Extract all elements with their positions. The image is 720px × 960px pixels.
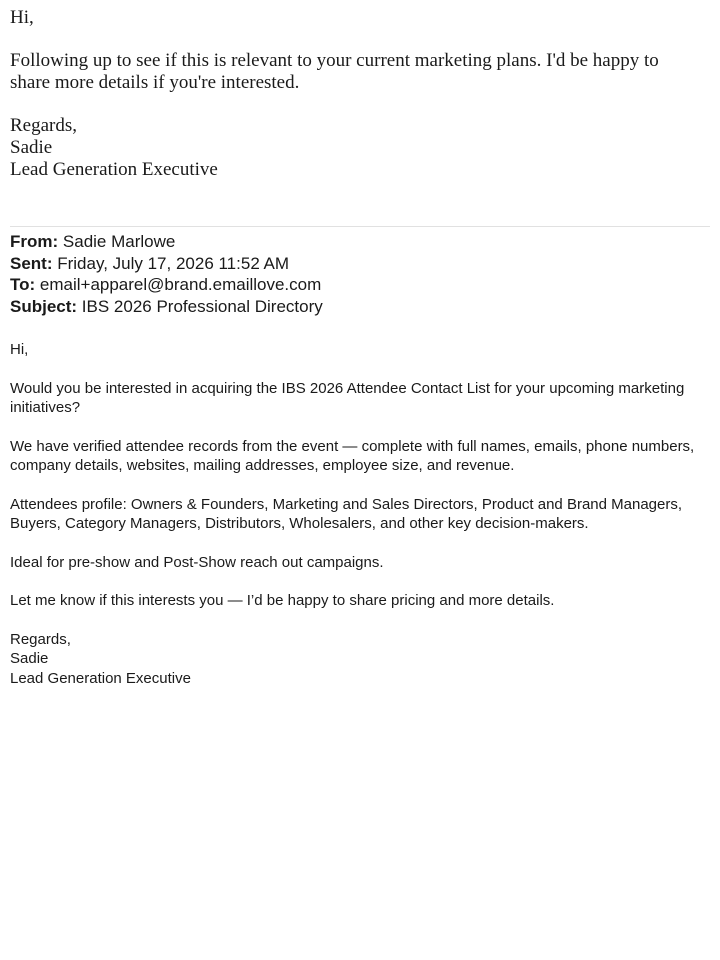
reply-sender-title: Lead Generation Executive	[10, 159, 218, 180]
header-from-row	[10, 231, 710, 253]
original-sender-name: Sadie	[10, 650, 49, 667]
original-paragraph: Attendees profile: Owners & Founders, Marketing and Sales Directors, Product and Brand Managers, Buyers, Category Managers, Distributors, Wholesalers, and other key decision-makers.	[10, 495, 683, 532]
original-greeting: Hi,	[10, 341, 29, 358]
original-paragraph: Let me know if this interests you — I’d be happy to share pricing and more details.	[10, 592, 555, 609]
sent-value: Friday, July 17, 2026 11:52 AM	[52, 253, 290, 273]
original-message-header	[10, 231, 710, 317]
reply-body: Following up to see if this is relevant to your current marketing plans. I'd be happy to share more details if you're interested.	[10, 50, 659, 93]
reply-sender-name: Sadie	[10, 137, 53, 158]
original-signature	[10, 630, 714, 689]
quoted-message-divider	[10, 226, 710, 227]
header-subject-row	[10, 296, 710, 318]
header-sent-row	[10, 253, 710, 275]
reply-message	[10, 7, 700, 181]
sent-label: Sent:	[10, 253, 53, 273]
reply-signature	[10, 115, 700, 181]
subject-label: Subject:	[10, 296, 78, 316]
from-value: Sadie Marlowe	[58, 232, 176, 251]
subject-value: IBS 2026 Professional Directory	[77, 296, 323, 316]
reply-closing: Regards,	[10, 115, 78, 136]
original-paragraph: Would you be interested in acquiring the IBS 2026 Attendee Contact List for your upcoming marketing initiatives?	[10, 379, 685, 416]
original-sender-title: Lead Generation Executive	[10, 669, 191, 687]
original-message-body	[10, 340, 714, 688]
original-closing: Regards,	[10, 630, 71, 648]
reply-greeting: Hi,	[10, 7, 34, 28]
to-value[interactable]: email+apparel@brand.emaillove.com	[35, 275, 322, 294]
header-to-row	[10, 274, 710, 296]
original-paragraph: We have verified attendee records from the event — complete with full names, emails, phone numbers, company details, websites, mailing addresses, employee size, and revenue.	[10, 437, 695, 474]
from-label: From:	[10, 232, 59, 251]
to-label: To:	[10, 275, 36, 294]
original-paragraph: Ideal for pre-show and Post-Show reach out campaigns.	[10, 553, 384, 571]
